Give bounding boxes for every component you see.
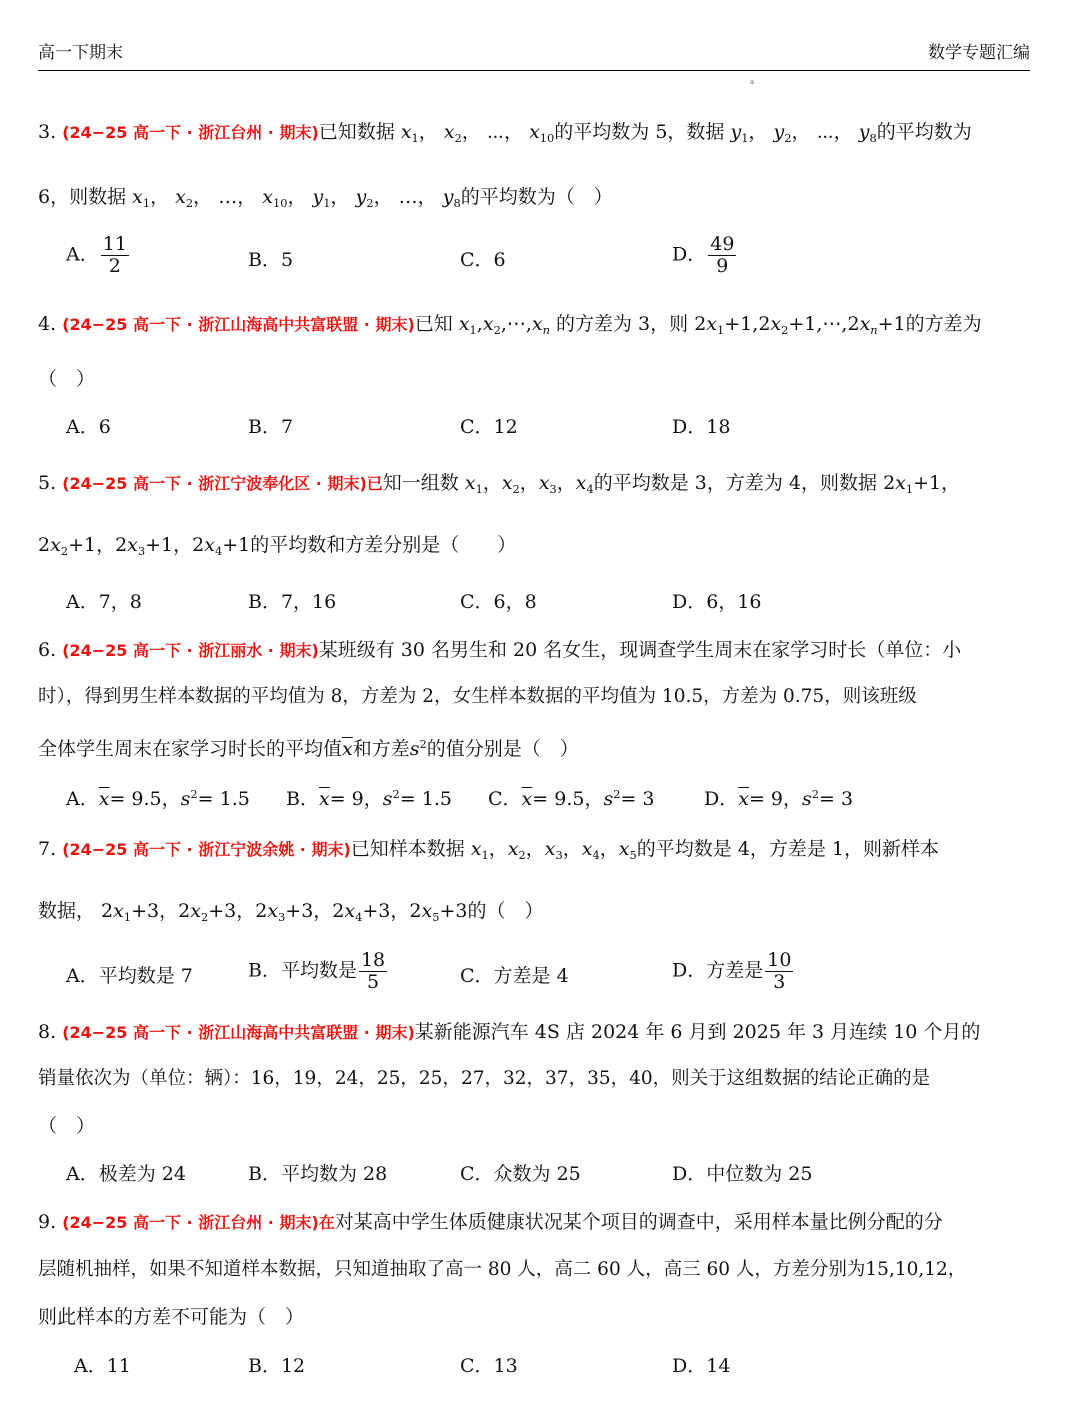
q5-line1: 5. (24−25 高一下 · 浙江宁波奉化区 · 期末)已知一组数 $x_1$，$x_2$，$x_3$，$x_4$的平均数是 3，方差为 4，则数据 $2x_1+1$， — [38, 472, 961, 496]
q9-line1: 9. (24−25 高一下 · 浙江台州 · 期末)在对某高中学生体质健康状况某个项目的调查中，采用样本量比例分配的分 — [38, 1211, 943, 1233]
q5-line2: $2x_2+1$，$2x_3+1$，$2x_4+1$的平均数和方差分别是（ ） — [38, 534, 517, 558]
header-rule — [38, 70, 1030, 71]
q8-option-d: D．中位数为 25 — [672, 1163, 813, 1185]
q6-option-d: D．$\overline{x}= 9$，$s^2= 3$ — [704, 787, 854, 810]
q6-line3: 全体学生周末在家学习时长的平均值$\overline{x}$和方差$s^2$的值分别是（ ） — [38, 737, 579, 760]
q8-line3: （ ） — [38, 1115, 96, 1137]
page-mark: a — [750, 78, 755, 86]
q6-option-b: B．$\overline{x}= 9$，$s^2= 1.5$ — [286, 787, 452, 810]
q4-line1: 4. (24−25 高一下 · 浙江山海高中共富联盟 · 期末)已知 $x_1,x_2,\cdots,x_n$ 的方差为 3，则 $2x_1+1,2x_2+1,\cdots,2x_n+1$的方差为 — [38, 313, 982, 337]
q7-source-tag: (24−25 高一下 · 浙江宁波余姚 · 期末) — [62, 840, 351, 859]
q3-option-d: D． $\frac{49}{9}$ — [672, 233, 735, 277]
q6-option-c: C．$\overline{x}= 9.5$，$s^2= 3$ — [488, 787, 655, 810]
q3-option-a: A． $\frac{11}{2}$ — [66, 233, 127, 277]
q5-source-tag: (24−25 高一下 · 浙江宁波奉化区 · 期末) — [62, 474, 367, 493]
q3-option-b: B．5 — [248, 249, 294, 271]
q8-line1: 8. (24−25 高一下 · 浙江山海高中共富联盟 · 期末)某新能源汽车 4S 店 2024 年 6 月到 2025 年 3 月连续 10 个月的 — [38, 1021, 981, 1043]
q6-line1: 6. (24−25 高一下 · 浙江丽水 · 期末)某班级有 30 名男生和 20 名女生，现调查学生周末在家学习时长（单位：小 — [38, 639, 962, 661]
q4-option-a: A．6 — [66, 416, 111, 438]
q8-option-b: B．平均数为 28 — [248, 1163, 388, 1185]
q4-option-b: B．7 — [248, 416, 294, 438]
q9-line3: 则此样本的方差不可能为（ ） — [38, 1306, 305, 1328]
q9-option-d: D．14 — [672, 1355, 731, 1377]
q4-option-c: C．12 — [460, 416, 518, 438]
q7-line2: 数据， $2x_1+3$，$2x_2+3$，$2x_3+3$，$2x_4+3$，$2x_5+3$的（ ） — [38, 900, 544, 924]
q3-line1: 3. (24−25 高一下 · 浙江台州 · 期末)已知数据 $x_1$， $x_2$， ⋯， $x_{10}$的平均数为 5，数据 $y_1$， $y_2$， ⋯， $y_8$的平均数为 — [38, 121, 972, 145]
q5-option-d: D．6，16 — [672, 591, 762, 613]
header-left: 高一下期末 — [38, 43, 123, 63]
q5-option-b: B．7，16 — [248, 591, 337, 613]
q6-option-a: A．$\overline{x}= 9.5$，$s^2= 1.5$ — [66, 787, 250, 810]
q3-source-tag: (24−25 高一下 · 浙江台州 · 期末) — [62, 123, 319, 142]
q5-option-a: A．7，8 — [66, 591, 142, 613]
q8-option-c: C．众数为 25 — [460, 1163, 581, 1185]
q9-option-b: B．12 — [248, 1355, 306, 1377]
q8-option-a: A．极差为 24 — [66, 1163, 186, 1185]
q5-option-c: C．6，8 — [460, 591, 537, 613]
q9-line2: 层随机抽样，如果不知道样本数据，只知道抽取了高一 80 人，高二 60 人，高三 60 人，方差分别为15,10,12， — [38, 1259, 967, 1280]
q7-option-c: C．方差是 4 — [460, 965, 569, 987]
q3-line2: 6，则数据 $x_1$， $x_2$， …， $x_{10}$， $y_1$， $y_2$， …， $y_8$的平均数为（ ） — [38, 186, 613, 210]
q9-option-c: C．13 — [460, 1355, 518, 1377]
q4-source-tag: (24−25 高一下 · 浙江山海高中共富联盟 · 期末) — [62, 315, 415, 334]
q8-line2: 销量依次为（单位：辆）：16，19，24，25，25，27，32，37，35，40，则关于这组数据的结论正确的是 — [38, 1068, 931, 1089]
q6-line2: 时），得到男生样本数据的平均值为 8，方差为 2，女生样本数据的平均值为 10.5，方差为 0.75，则该班级 — [38, 686, 917, 707]
q3-option-c: C．6 — [460, 249, 506, 271]
q4-option-d: D．18 — [672, 416, 731, 438]
header-right: 数学专题汇编 — [928, 43, 1030, 63]
q7-line1: 7. (24−25 高一下 · 浙江宁波余姚 · 期末)已知样本数据 $x_1$，$x_2$，$x_3$，$x_4$，$x_5$的平均数是 4，方差是 1，则新样本 — [38, 838, 939, 862]
q6-source-tag: (24−25 高一下 · 浙江丽水 · 期末) — [62, 641, 319, 660]
q4-line2: （ ） — [38, 368, 96, 390]
q7-option-d: D．方差是 $\frac{10}{3}$ — [672, 949, 792, 993]
q8-source-tag: (24−25 高一下 · 浙江山海高中共富联盟 · 期末) — [62, 1023, 415, 1042]
q7-option-a: A．平均数是 7 — [66, 965, 193, 987]
q9-option-a: A．11 — [74, 1355, 131, 1377]
q7-option-b: B．平均数是 $\frac{18}{5}$ — [248, 949, 386, 993]
q9-source-tag: (24−25 高一下 · 浙江台州 · 期末) — [62, 1213, 319, 1232]
